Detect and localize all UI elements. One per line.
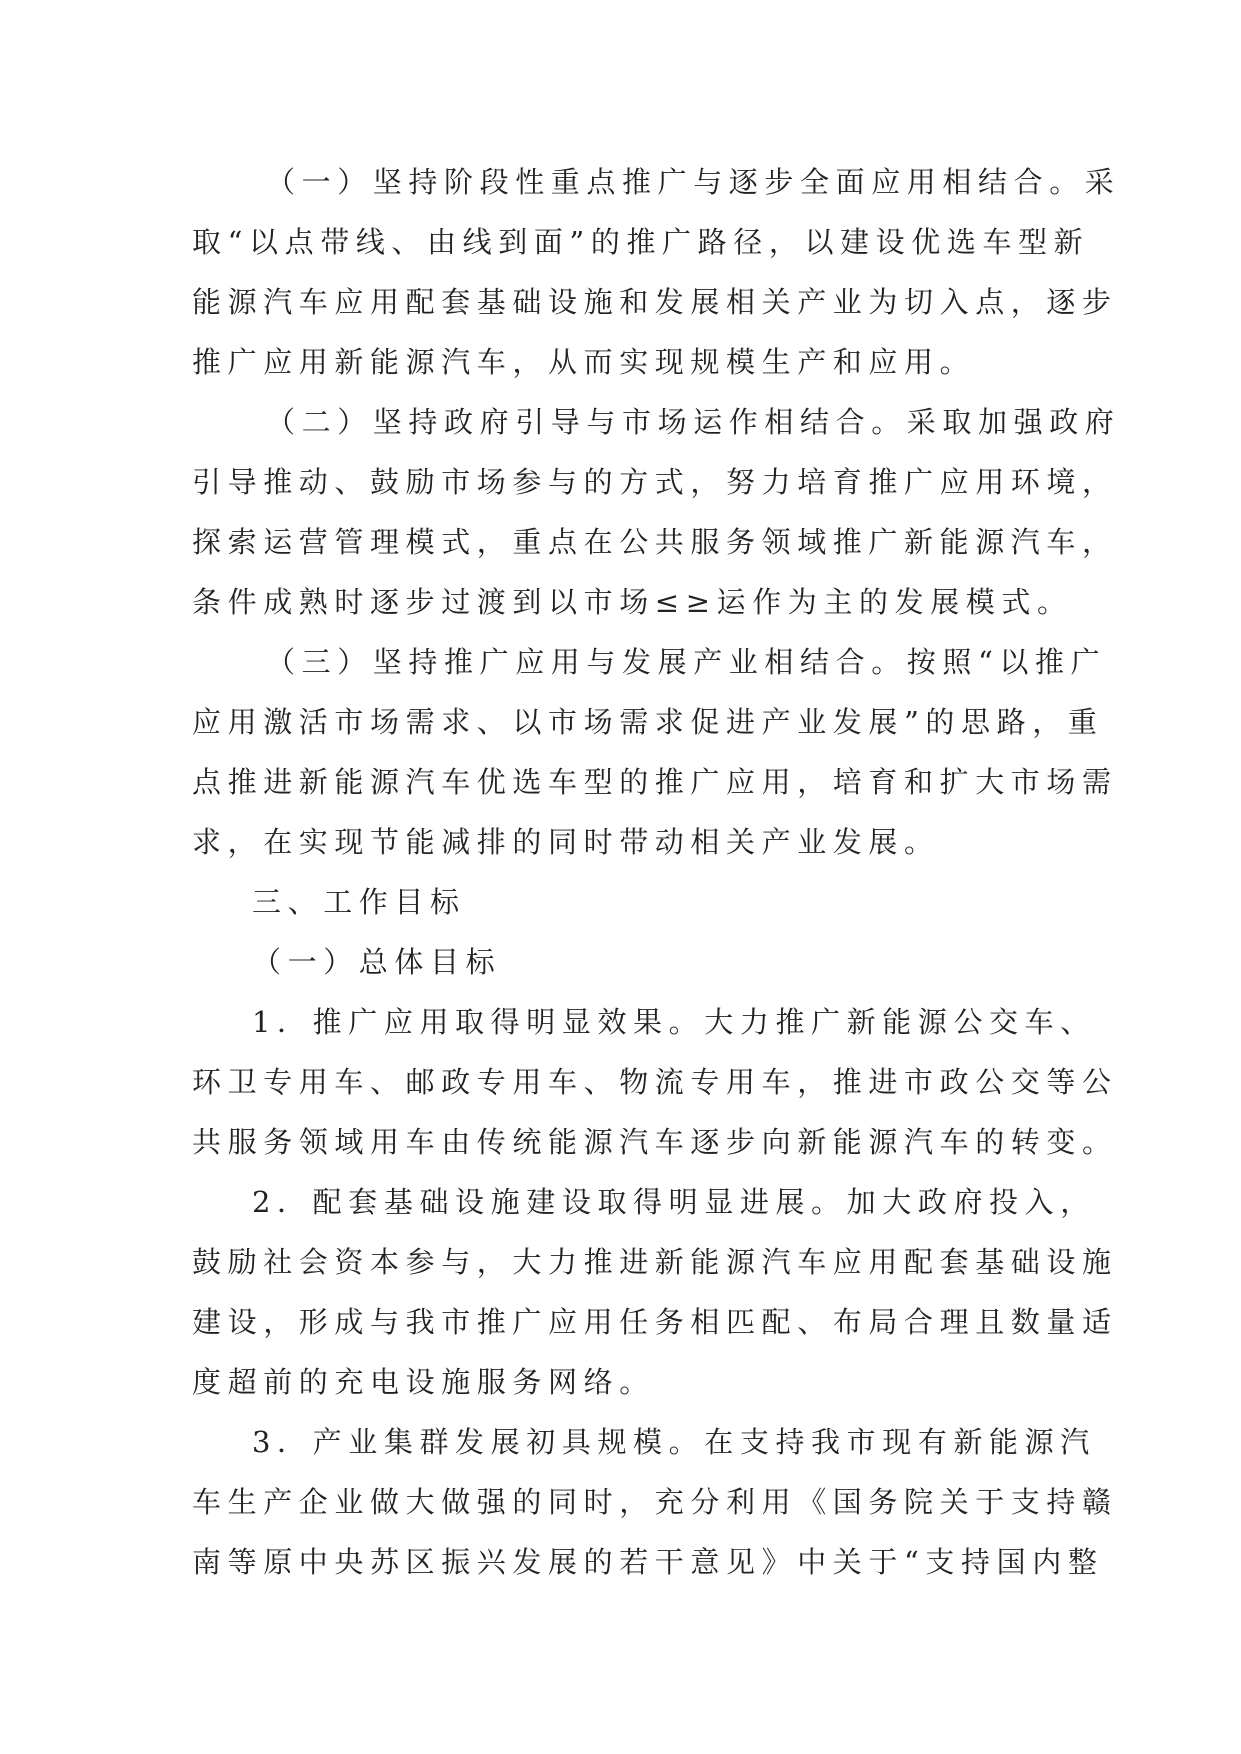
paragraph-line: 南等原中央苏区振兴发展的若干意见》中关于“支持国内整 [192, 1545, 1104, 1579]
paragraph-line: （三）坚持推广应用与发展产业相结合。按照“以推广 [266, 645, 1107, 679]
paragraph-line: 能源汽车应用配套基础设施和发展相关产业为切入点，逐步 [192, 285, 1118, 319]
paragraph-line: 引导推动、鼓励市场参与的方式，努力培育推广应用环境， [192, 465, 1118, 499]
section-heading: 三、工作目标 [252, 885, 466, 919]
document-body [192, 152, 1121, 1592]
paragraph-line: 鼓励社会资本参与，大力推进新能源汽车应用配套基础设施 [192, 1245, 1118, 1279]
subsection-heading: （一）总体目标 [252, 945, 502, 979]
paragraph-line: 1．推广应用取得明显效果。大力推广新能源公交车、 [252, 1005, 1096, 1039]
paragraph-line: 应用激活市场需求、以市场需求促进产业发展”的思路，重 [192, 705, 1104, 739]
paragraph-line: 推广应用新能源汽车，从而实现规模生产和应用。 [192, 345, 976, 379]
paragraph-line: 条件成熟时逐步过渡到以市场≤≥运作为主的发展模式。 [192, 585, 1073, 619]
paragraph-line: 3．产业集群发展初具规模。在支持我市现有新能源汽 [252, 1425, 1096, 1459]
paragraph-line: 点推进新能源汽车优选车型的推广应用，培育和扩大市场需 [192, 765, 1118, 799]
paragraph-line: 车生产企业做大做强的同时，充分利用《国务院关于支持赣 [192, 1485, 1118, 1519]
paragraph-line: 共服务领域用车由传统能源汽车逐步向新能源汽车的转变。 [192, 1125, 1118, 1159]
paragraph-line: （二）坚持政府引导与市场运作相结合。采取加强政府 [266, 405, 1121, 439]
paragraph-line: 2．配套基础设施建设取得明显进展。加大政府投入， [252, 1185, 1096, 1219]
paragraph-line: 求，在实现节能减排的同时带动相关产业发展。 [192, 825, 940, 859]
paragraph-line: 环卫专用车、邮政专用车、物流专用车，推进市政公交等公 [192, 1065, 1118, 1099]
paragraph-line: （一）坚持阶段性重点推广与逐步全面应用相结合。采 [266, 165, 1121, 199]
paragraph-line: 建设，形成与我市推广应用任务相匹配、布局合理且数量适 [192, 1305, 1118, 1339]
paragraph-line: 探索运营管理模式，重点在公共服务领域推广新能源汽车， [192, 525, 1118, 559]
paragraph-line: 度超前的充电设施服务网络。 [192, 1365, 655, 1399]
paragraph-line: 取“以点带线、由线到面”的推广路径，以建设优选车型新 [192, 225, 1090, 259]
